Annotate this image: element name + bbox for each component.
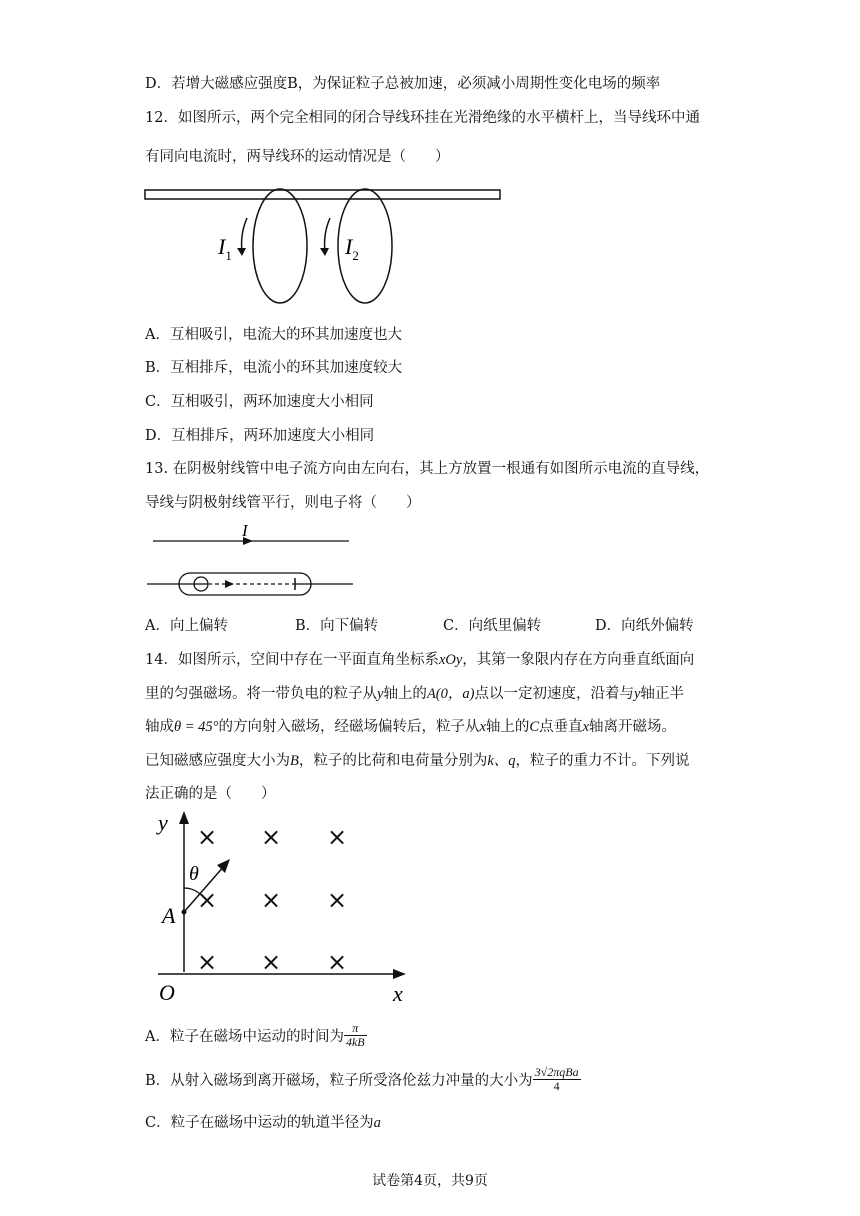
q13-option-d: D．向纸外偏转 — [595, 618, 694, 634]
arrowhead-1-icon — [237, 248, 246, 256]
cross-icon: × — [196, 948, 218, 976]
q14-option-b: B．从射入磁场到离开磁场，粒子所受洛伦兹力冲量的大小为 $\frac{\text{3√2πqBa}}{4}$ — [145, 1065, 579, 1093]
q12-stem-line1: 12．如图所示，两个完全相同的闭合导线环挂在光滑绝缘的水平横杆上，当导线环中通 — [145, 110, 700, 126]
q14-stem-line3: 轴成θ = 45°的方向射入磁场，经磁场偏转后，粒子从x轴上的C点垂直x轴离开磁场。 — [145, 719, 677, 735]
label-current-i: I — [242, 521, 248, 540]
ring-1 — [253, 189, 307, 303]
beam-arrow-icon — [225, 580, 234, 588]
cross-icon: × — [196, 823, 218, 851]
cross-icon: × — [326, 823, 348, 851]
cross-icon: × — [326, 886, 348, 914]
cross-icon: × — [326, 948, 348, 976]
q12-option-c: C．互相吸引，两环加速度大小相同 — [145, 394, 374, 410]
y-axis-arrow-icon — [179, 811, 189, 824]
q12-option-d: D．互相排斥，两环加速度大小相同 — [145, 428, 375, 444]
q12-option-a: A．互相吸引，电流大的环其加速度也大 — [145, 327, 402, 343]
fraction-impulse: $\frac{\text{3√2πqBa}}{4}$ — [534, 1065, 579, 1093]
q14-stem-line4: 已知磁感应强度大小为B，粒子的比荷和电荷量分别为k、q，粒子的重力不计。下列说 — [145, 753, 690, 769]
q14-option-c: C．粒子在磁场中运动的轨道半径为a — [145, 1115, 381, 1131]
label-a: A — [162, 903, 176, 928]
label-x: x — [393, 981, 403, 1006]
q13-figure — [145, 518, 360, 603]
q11-option-d: D．若增大磁感应强度B，为保证粒子总被加速，必须减小周期性变化电场的频率 — [145, 76, 661, 92]
magnetic-field-crosses — [197, 823, 347, 976]
q14-stem-line1: 14．如图所示，空间中存在一平面直角坐标系xOy，其第一象限内存在方向垂直纸面向 — [145, 652, 695, 668]
x-axis-arrow-icon — [393, 969, 406, 979]
current-arrow-2 — [325, 218, 330, 252]
label-i2: $I_2$ — [345, 234, 359, 263]
cross-icon: × — [260, 823, 282, 851]
q13-option-b: B．向下偏转 — [295, 618, 379, 634]
q13-options — [145, 614, 694, 635]
q13-option-a: A．向上偏转 — [145, 618, 228, 634]
q14-figure — [150, 808, 415, 1013]
q13-option-c: C．向纸里偏转 — [443, 618, 542, 634]
q14-stem-line5: 法正确的是（ ） — [145, 786, 276, 802]
label-theta: θ — [189, 863, 199, 885]
q14-stem-line2: 里的匀强磁场。将一带负电的粒子从y轴上的A(0，a)点以一定初速度，沿着与y轴正半 — [145, 686, 684, 702]
label-i1: $I_1$ — [218, 234, 232, 263]
cross-icon: × — [260, 886, 282, 914]
current-arrow-1 — [242, 218, 247, 252]
q12-option-b: B．互相排斥，电流小的环其加速度较大 — [145, 360, 403, 376]
q14-option-a: A．粒子在磁场中运动的时间为 $\frac{\pi}{4kB}$ — [145, 1021, 365, 1049]
label-y: y — [158, 810, 168, 835]
cross-icon: × — [260, 948, 282, 976]
horizontal-rod — [145, 190, 500, 199]
q13-stem-line1: 13. 在阴极射线管中电子流方向由左向右，其上方放置一根通有如图所示电流的直导线， — [145, 461, 710, 477]
arrowhead-2-icon — [320, 248, 329, 256]
q13-stem-line2: 导线与阴极射线管平行，则电子将（ ） — [145, 495, 421, 511]
q12-figure — [140, 184, 510, 309]
label-origin: O — [159, 980, 175, 1005]
cross-icon: × — [196, 886, 218, 914]
q12-stem-line2: 有同向电流时，两导线环的运动情况是（ ） — [145, 149, 450, 165]
page-footer: 试卷第4页，共9页 — [372, 1173, 488, 1189]
fraction-time: $\frac{\pi}{4kB}$ — [345, 1021, 365, 1049]
